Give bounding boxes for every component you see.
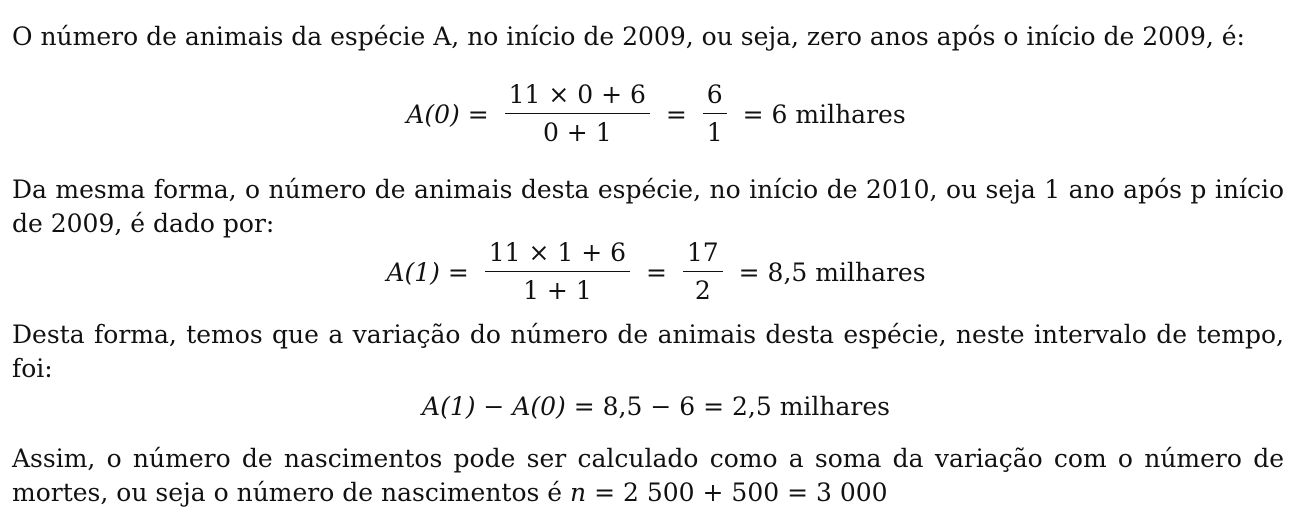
equation-a1-lhs: A(1) [386,257,440,287]
equation-variation-a0: A(0) [512,391,566,421]
equation-a0-result: = 6 milhares [734,99,906,129]
births-variable: n [570,478,587,507]
fraction-denominator: 1 [706,118,723,147]
equation-a1 [0,236,1312,308]
fraction-denominator: 1 + 1 [523,276,592,305]
paragraph-intro: O número de animais da espécie A, no início de 2009, ou seja, zero anos após o início de 2009, é: [12,22,1245,51]
minus-sign: − [475,391,513,421]
equation-a0-lhs: A(0) [406,99,460,129]
paragraph-variation: Desta forma, temos que a variação do número de animais desta espécie, neste intervalo de tempo, foi: [12,320,1284,383]
fraction-a0-simplified [703,80,727,148]
fraction-numerator: 17 [683,238,723,272]
equals-sign: = [657,99,695,129]
equals-sign: = [638,257,675,287]
paragraph-births-text: Assim, o número de nascimentos pode ser calculado como a soma da variação com o número de mortes, ou seja o número de nascimentos é [12,444,1284,507]
fraction-denominator: 0 + 1 [542,118,612,147]
paragraph-births [12,442,1284,510]
births-equation: = 2 500 + 500 = 3 000 [586,478,888,507]
fraction-a1-expression [485,238,630,306]
equals-sign: = [459,99,497,129]
equation-a0 [0,78,1312,150]
fraction-numerator: 11 × 1 + 6 [485,238,630,272]
fraction-a0-expression [505,80,650,148]
fraction-numerator: 6 [703,80,727,114]
equation-variation [0,388,1312,424]
equation-a1-result: = 8,5 milhares [730,257,926,287]
equation-variation-a1: A(1) [422,391,476,421]
paragraph-second-year: Da mesma forma, o número de animais desta espécie, no início de 2010, ou seja 1 ano após p início de 2009, é dado por: [12,175,1284,238]
fraction-numerator: 11 × 0 + 6 [505,80,650,114]
equation-variation-result: = 8,5 − 6 = 2,5 milhares [565,391,890,421]
fraction-a1-simplified [683,238,723,306]
fraction-denominator: 2 [694,276,711,305]
equals-sign: = [439,257,477,287]
